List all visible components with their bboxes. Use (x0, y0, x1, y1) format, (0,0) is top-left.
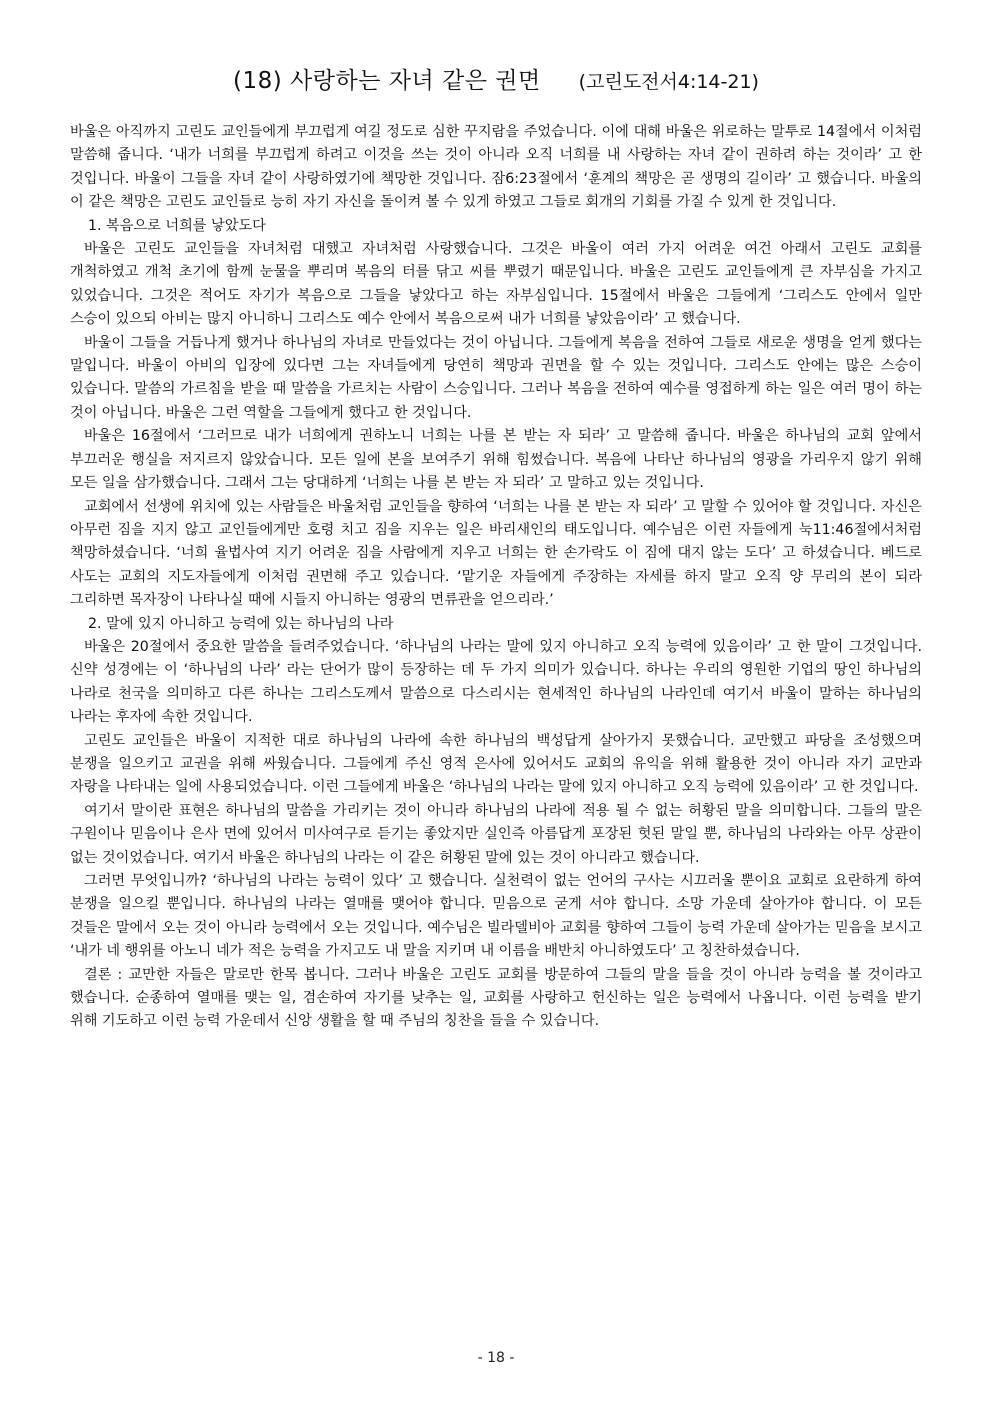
body-paragraph: 바울은 16절에서 ‘그러므로 내가 너희에게 권하노니 너희는 나를 본 받는 자 되라’ 고 말씀해 줍니다. 바울은 하나님의 교회 앞에서 부끄러운 행실을 저지르지 않았습니다. 모든 일에 본을 보여주기 위해 힘썼습니다. 복음에 나타난 하나님의 영광을 가리우지 않기 위해 모든 일을 삼가했습니다. 그래서 그는 당대하게 ‘너희는 나를 본 받는 자 되라’ 고 말하고 있는 것입니다. (70, 428, 922, 492)
page-title: (18) 사랑하는 자녀 같은 권면 (233, 68, 541, 94)
scripture-reference: (고린도전서4:14-21) (578, 71, 759, 93)
section-heading-2: 2. 말에 있지 아니하고 능력에 있는 하나님의 나라 (88, 615, 394, 632)
section-heading-1: 1. 복음으로 너희를 낳았도다 (88, 217, 266, 234)
conclusion-paragraph: 결론 : 교만한 자들은 말로만 한목 봅니다. 그러나 바울은 고린도 교회를 방문하여 그들의 말을 들을 것이 아니라 능력을 볼 것이라고 했습니다. 순종하여 열매를 맺는 일, 겸손하여 자기를 낮추는 일, 교회를 사랑하고 헌신하는 일은 능력에서 나옵니다. 이런 능력을 받기 위해 기도하고 이런 능력 가운데서 신앙 생활을 할 때 주님의 칭찬을 들을 수 있습니다. (70, 966, 922, 1030)
body-text (70, 121, 922, 1034)
page-number: - 18 - (477, 1350, 515, 1366)
body-paragraph: 바울은 20절에서 중요한 말씀을 들려주었습니다. ‘하나님의 나라는 말에 있지 아니하고 오직 능력에 있음이라’ 고 한 말이 그것입니다. 신약 성경에는 이 ‘하나님의 나라’ 라는 단어가 많이 등장하는 데 두 가지 의미가 있습니다. 하나는 우리의 영원한 기업의 땅인 하나님의 나라로 천국을 의미하고 다른 하나는 그리스도께서 말씀으로 다스리시는 현세적인 하나님의 나라인데 여기서 바울이 말하는 하나님의 나라는 후자에 속한 것입니다. (70, 638, 922, 726)
document-page (70, 62, 922, 1034)
intro-paragraph: 바울은 아직까지 고린도 교인들에게 부끄럽게 여길 정도로 심한 꾸지람을 주었습니다. 이에 대해 바울은 위로하는 말투로 14절에서 이처럼 말씀해 줍니다. ‘내가 너희를 부끄럽게 하려고 이것을 쓰는 것이 아니라 오직 너희를 내 사랑하는 자녀 같이 권하려 하는 것이라’ 고 한 것입니다. 바울이 그들을 자녀 같이 사랑하였기에 책망한 것입니다. 잠6:23절에서 ‘훈계의 책망은 곧 생명의 길이라’ 고 했습니다. 바울의 이 같은 책망은 고린도 교인들로 능히 자기 자신을 돌이켜 볼 수 있게 하였고 그들로 회개의 기회를 가질 수 있게 한 것입니다. (70, 124, 922, 211)
body-paragraph: 바울이 그들을 거듭나게 했거나 하나님의 자녀로 만들었다는 것이 아닙니다. 그들에게 복음을 전하여 그들로 새로운 생명을 얻게 했다는 말입니다. 바울이 아비의 입장에 있다면 그는 자녀들에게 당연히 책망과 권면을 할 수 있는 것입니다. 그리스도 안에는 많은 스승이 있습니다. 말씀의 가르침을 받을 때 말씀을 가르치는 사람이 스승입니다. 그러나 복음을 전하여 예수를 영접하게 하는 일은 여러 명이 하는 것이 아닙니다. 바울은 그런 역할을 그들에게 했다고 한 것입니다. (70, 334, 922, 421)
title-row (70, 62, 922, 95)
body-paragraph: 그러면 무엇입니까? ‘하나님의 나라는 능력이 있다’ 고 했습니다. 실천력이 없는 언어의 구사는 시끄러울 뿐이요 교회로 요란하게 하여 분쟁을 일으킬 뿐입니다. 하나님의 나라는 열매를 맺어야 합니다. 믿음으로 굳게 서야 합니다. 소망 가운데 살아가야 합니다. 이 모든 것들은 말에서 오는 것이 아니라 능력에서 오는 것입니다. 예수님은 빌라델비아 교회를 향하여 그들이 능력 가운데 살아가는 믿음을 보시고 ‘내가 네 행위를 아노니 네가 적은 능력을 가지고도 내 말을 지키며 내 이름을 배반치 아니하였도다’ 고 칭찬하셨습니다. (70, 873, 922, 960)
body-paragraph: 고린도 교인들은 바울이 지적한 대로 하나님의 나라에 속한 하나님의 백성답게 살아가지 못했습니다. 교만했고 파당을 조성했으며 분쟁을 일으키고 교권을 위해 싸웠습니다. 그들에게 주신 영적 은사에 있어서도 교회의 유익을 위해 활용한 것이 아니라 자기 교만과 자랑을 나타내는 일에 사용되었습니다. 이런 그들에게 바울은 ‘하나님의 나라는 말에 있지 아니하고 오직 능력에 있음이라’ 고 한 것입니다. (70, 732, 922, 796)
body-paragraph: 바울은 고린도 교인들을 자녀처럼 대했고 자녀처럼 사랑했습니다. 그것은 바울이 여러 가지 어려운 여건 아래서 고린도 교회를 개척하였고 개척 초기에 함께 눈물을 뿌리며 복음의 터를 닦고 씨를 뿌렸기 때문입니다. 바울은 고린도 교인들에게 큰 자부심을 가지고 있었습니다. 그것은 적어도 자기가 복음으로 그들을 낳았다고 하는 자부심입니다. 15절에서 바울은 그들에게 ‘그리스도 안에서 일만 스승이 있으되 아비는 많지 아니하니 그리스도 예수 안에서 복음으로써 내가 너희를 낳았음이라’ 고 했습니다. (70, 241, 922, 328)
body-paragraph: 교회에서 선생에 위치에 있는 사람들은 바울처럼 교인들을 향하여 ‘너희는 나를 본 받는 자 되라’ 고 말할 수 있어야 할 것입니다. 자신은 아무런 짐을 지지 않고 교인들에게만 호령 치고 짐을 지우는 일은 바리새인의 태도입니다. 예수님은 이런 자들에게 눅11:46절에서처럼 책망하셨습니다. ‘너희 율법사여 지기 어려운 짐을 사람에게 지우고 너희는 한 손가락도 이 짐에 대지 않는 도다’ 고 하셨습니다. 베드로 사도는 교회의 지도자들에게 이처럼 권면해 주고 있습니다. ‘맡기운 자들에게 주장하는 자세를 하지 말고 오직 양 무리의 본이 되라 그리하면 목자장이 나타나실 때에 시들지 아니하는 영광의 면류관을 얻으리라.’ (70, 498, 922, 609)
body-paragraph: 여기서 말이란 표현은 하나님의 말씀을 가리키는 것이 아니라 하나님의 나라에 적용 될 수 없는 허황된 말을 의미합니다. 그들의 말은 구원이나 믿음이나 은사 면에 있어서 미사여구로 듣기는 좋았지만 실인즉 아름답게 포장된 헛된 말일 뿐, 하나님의 나라와는 아무 상관이 없는 것이었습니다. 여기서 바울은 하나님의 나라는 이 같은 허황된 말에 있는 것이 아니라고 했습니다. (70, 802, 922, 866)
